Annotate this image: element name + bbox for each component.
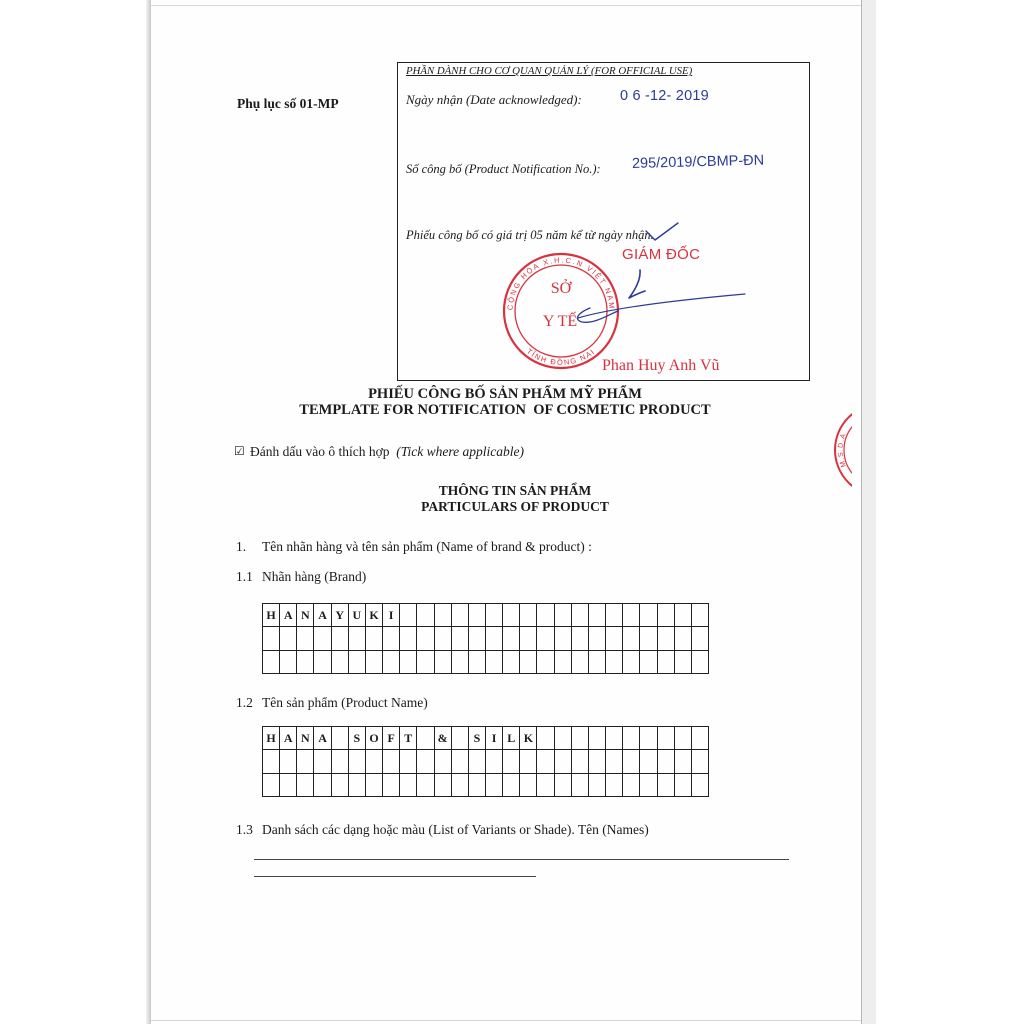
letter-box: H xyxy=(263,604,280,627)
letter-box: S xyxy=(469,727,486,750)
notification-number-value: 295/2019/CBMP-ĐN xyxy=(631,152,765,172)
edge-seal-partial xyxy=(826,398,852,502)
letter-box xyxy=(555,651,572,674)
letter-box xyxy=(520,627,537,650)
brand-label: Nhãn hàng (Brand) xyxy=(262,569,367,584)
letter-box xyxy=(452,604,469,627)
letter-box xyxy=(520,651,537,674)
letter-box: Y xyxy=(332,604,349,627)
letter-box xyxy=(280,651,297,674)
letter-box xyxy=(469,651,486,674)
letter-box xyxy=(572,651,589,674)
section-heading-en: PARTICULARS OF PRODUCT xyxy=(421,499,609,514)
form-title xyxy=(200,386,810,418)
letter-box xyxy=(452,727,469,750)
letter-box: N xyxy=(297,604,314,627)
letter-box: T xyxy=(400,727,417,750)
validity-note: Phiếu công bố có giá trị 05 năm kể từ ngày nhận. xyxy=(406,228,654,242)
letter-box xyxy=(332,750,349,773)
letter-box xyxy=(297,651,314,674)
letter-box: I xyxy=(486,727,503,750)
letter-box: I xyxy=(383,604,400,627)
letter-box xyxy=(452,774,469,797)
letter-box xyxy=(435,627,452,650)
letter-box xyxy=(263,651,280,674)
letter-box xyxy=(623,604,640,627)
letter-box: & xyxy=(435,727,452,750)
letter-box xyxy=(486,604,503,627)
letter-box xyxy=(366,651,383,674)
letter-box xyxy=(606,604,623,627)
official-use-box xyxy=(397,62,810,381)
letter-box xyxy=(503,750,520,773)
letter-box xyxy=(692,651,709,674)
letter-box: U xyxy=(349,604,366,627)
tick-instruction xyxy=(250,444,524,460)
letter-box xyxy=(572,750,589,773)
letter-box xyxy=(349,651,366,674)
letter-box: F xyxy=(383,727,400,750)
letter-box xyxy=(383,651,400,674)
letter-box xyxy=(297,627,314,650)
letter-box xyxy=(589,774,606,797)
letter-box xyxy=(383,774,400,797)
tick-instruction-vi: Đánh dấu vào ô thích hợp xyxy=(250,444,390,459)
checked-box-icon: ☑ xyxy=(234,444,245,458)
letter-box: A xyxy=(314,604,331,627)
letter-box xyxy=(417,651,434,674)
letter-box xyxy=(640,651,657,674)
letter-box xyxy=(658,604,675,627)
letter-box xyxy=(400,774,417,797)
letter-box xyxy=(692,750,709,773)
letter-box: O xyxy=(366,727,383,750)
letter-box xyxy=(332,774,349,797)
letter-box xyxy=(435,651,452,674)
letter-box: A xyxy=(280,727,297,750)
letter-box xyxy=(572,774,589,797)
letter-box xyxy=(623,727,640,750)
letter-box xyxy=(555,750,572,773)
letter-box xyxy=(692,604,709,627)
seal-center-line2: Y TẾ xyxy=(542,313,578,330)
section-heading-vi: THÔNG TIN SẢN PHẨM xyxy=(438,483,592,498)
section-heading xyxy=(300,483,730,515)
letter-box xyxy=(417,627,434,650)
letter-box xyxy=(280,627,297,650)
letter-box xyxy=(520,604,537,627)
edge-seal-text: M.S.D.A xyxy=(837,432,848,468)
letter-box xyxy=(400,627,417,650)
seal-ring-bottom-text: TỈNH ĐỒNG NAI xyxy=(524,346,598,367)
letter-box xyxy=(486,651,503,674)
letter-box: L xyxy=(503,727,520,750)
letter-box xyxy=(349,627,366,650)
item-1-label: Tên nhãn hàng và tên sản phẩm (Name of brand & product) : xyxy=(262,539,592,554)
letter-box xyxy=(589,651,606,674)
letter-box xyxy=(675,627,692,650)
letter-box xyxy=(623,774,640,797)
letter-box xyxy=(692,627,709,650)
letter-box xyxy=(623,627,640,650)
letter-box xyxy=(675,604,692,627)
letter-box xyxy=(555,627,572,650)
letter-box xyxy=(503,774,520,797)
letter-box: A xyxy=(314,727,331,750)
letter-box xyxy=(606,651,623,674)
letter-box xyxy=(263,750,280,773)
letter-box xyxy=(640,774,657,797)
letter-box: S xyxy=(349,727,366,750)
letter-box xyxy=(520,774,537,797)
variants-answer-line-2 xyxy=(254,876,536,877)
letter-box xyxy=(349,774,366,797)
letter-box xyxy=(400,651,417,674)
signature-scribble xyxy=(560,260,760,330)
variants-label: Danh sách các dạng hoặc màu (List of Variants or Shade). Tên (Names) xyxy=(262,822,649,837)
letter-box xyxy=(469,774,486,797)
letter-box xyxy=(555,604,572,627)
letter-box xyxy=(623,651,640,674)
letter-box: N xyxy=(297,727,314,750)
seal-center-line1: SỞ xyxy=(550,280,572,297)
letter-box xyxy=(589,604,606,627)
letter-box xyxy=(675,727,692,750)
letter-box xyxy=(520,750,537,773)
letter-box xyxy=(537,627,554,650)
letter-box xyxy=(332,727,349,750)
letter-box xyxy=(349,750,366,773)
annex-label: Phụ lục số 01-MP xyxy=(237,96,339,111)
letter-box: A xyxy=(280,604,297,627)
letter-box xyxy=(469,627,486,650)
letter-box xyxy=(503,651,520,674)
letter-box xyxy=(469,750,486,773)
letter-box xyxy=(589,727,606,750)
item-1-2-number: 1.2 xyxy=(236,695,253,710)
letter-box xyxy=(452,651,469,674)
letter-box xyxy=(640,750,657,773)
letter-box xyxy=(417,727,434,750)
letter-box xyxy=(314,750,331,773)
letter-box xyxy=(297,750,314,773)
letter-box xyxy=(589,750,606,773)
letter-box xyxy=(435,604,452,627)
letter-box xyxy=(537,750,554,773)
letter-box xyxy=(332,651,349,674)
letter-box xyxy=(486,750,503,773)
product-name-label: Tên sản phẩm (Product Name) xyxy=(262,695,428,710)
letter-box xyxy=(692,774,709,797)
letter-box xyxy=(640,727,657,750)
letter-box xyxy=(692,727,709,750)
letter-box xyxy=(658,627,675,650)
letter-box xyxy=(537,727,554,750)
letter-box xyxy=(314,627,331,650)
letter-box xyxy=(606,627,623,650)
letter-box xyxy=(555,774,572,797)
brand-letter-grid xyxy=(262,603,709,674)
letter-box xyxy=(280,750,297,773)
letter-box xyxy=(572,727,589,750)
letter-box xyxy=(555,727,572,750)
variants-answer-line-1 xyxy=(254,859,789,860)
date-acknowledged-value: 0 6 -12- 2019 xyxy=(620,88,709,104)
letter-box xyxy=(417,774,434,797)
letter-box xyxy=(435,750,452,773)
tick-instruction-en: (Tick where applicable) xyxy=(396,444,524,459)
letter-box xyxy=(280,774,297,797)
letter-box xyxy=(623,750,640,773)
letter-box xyxy=(383,627,400,650)
letter-box xyxy=(366,774,383,797)
letter-box xyxy=(486,774,503,797)
item-1-3-number: 1.3 xyxy=(236,822,253,837)
letter-box xyxy=(366,627,383,650)
notification-number-label: Số công bố (Product Notification No.): xyxy=(406,162,601,176)
letter-box xyxy=(417,604,434,627)
letter-box xyxy=(640,604,657,627)
letter-box: K xyxy=(520,727,537,750)
letter-box xyxy=(572,604,589,627)
letter-box xyxy=(537,604,554,627)
handwritten-check-icon xyxy=(640,218,684,246)
letter-box xyxy=(417,750,434,773)
letter-box xyxy=(572,627,589,650)
signer-name: Phan Huy Anh Vũ xyxy=(602,357,720,374)
item-1-1-number: 1.1 xyxy=(236,569,253,584)
signer-title: GIÁM ĐỐC xyxy=(622,246,701,263)
letter-box xyxy=(675,651,692,674)
letter-box xyxy=(675,750,692,773)
seal-ring-top-text: CỘNG HÒA X.H.C.N VIỆT NAM xyxy=(505,255,617,311)
letter-box xyxy=(486,627,503,650)
letter-box xyxy=(452,750,469,773)
letter-box xyxy=(606,774,623,797)
letter-box xyxy=(606,750,623,773)
letter-box xyxy=(435,774,452,797)
letter-box xyxy=(658,750,675,773)
letter-box xyxy=(658,727,675,750)
letter-box xyxy=(503,604,520,627)
letter-box: K xyxy=(366,604,383,627)
letter-box xyxy=(537,651,554,674)
scanner-edge-right xyxy=(861,0,876,1024)
date-acknowledged-label: Ngày nhận (Date acknowledged): xyxy=(406,92,582,107)
official-use-header: PHẦN DÀNH CHO CƠ QUAN QUẢN LÝ (FOR OFFICIAL USE) xyxy=(406,65,693,77)
letter-box xyxy=(297,774,314,797)
letter-box xyxy=(400,750,417,773)
letter-box xyxy=(503,627,520,650)
product-name-letter-grid xyxy=(262,726,709,797)
form-title-en: TEMPLATE FOR NOTIFICATION OF COSMETIC PRODUCT xyxy=(299,402,711,418)
letter-box xyxy=(314,651,331,674)
letter-box xyxy=(366,750,383,773)
letter-box xyxy=(400,604,417,627)
letter-box xyxy=(589,627,606,650)
item-1-number: 1. xyxy=(236,539,247,554)
letter-box xyxy=(383,750,400,773)
letter-box xyxy=(332,627,349,650)
letter-box xyxy=(314,774,331,797)
letter-box xyxy=(658,651,675,674)
letter-box xyxy=(606,727,623,750)
letter-box xyxy=(675,774,692,797)
letter-box xyxy=(452,627,469,650)
letter-box xyxy=(469,604,486,627)
letter-box xyxy=(263,627,280,650)
letter-box xyxy=(658,774,675,797)
form-title-vi: PHIẾU CÔNG BỐ SẢN PHẨM MỸ PHẨM xyxy=(368,386,642,402)
letter-box xyxy=(537,774,554,797)
letter-box xyxy=(640,627,657,650)
letter-box xyxy=(263,774,280,797)
letter-box: H xyxy=(263,727,280,750)
svg-text:M.S.D.A xyxy=(837,432,847,468)
